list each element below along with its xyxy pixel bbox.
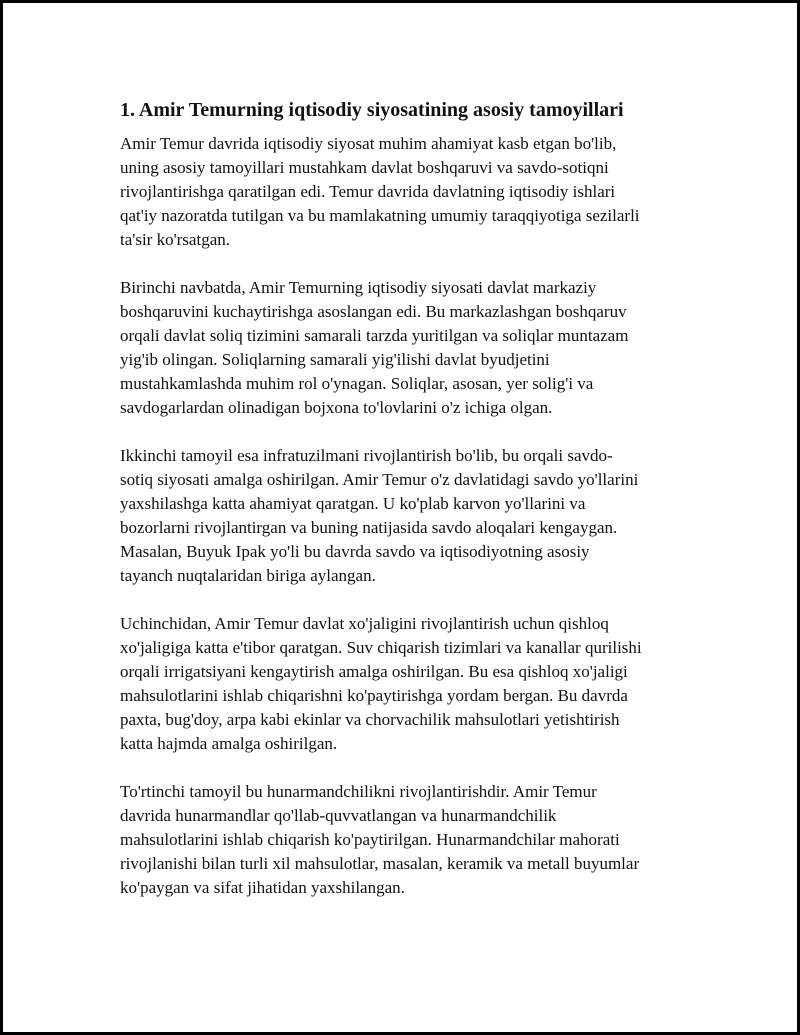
text-line: yig'ib olingan. Soliqlarning samarali yig'ilishi davlat byudjetini — [120, 350, 550, 369]
text-line: orqali irrigatsiyani kengaytirish amalga oshirilgan. Bu esa qishloq xo'jaligi — [120, 662, 628, 681]
text-line: tayanch nuqtalaridan biriga aylangan. — [120, 566, 376, 585]
document-body — [120, 97, 705, 924]
text-line: mustahkamlashda muhim rol o'ynagan. Soliqlar, asosan, yer solig'i va — [120, 374, 594, 393]
paragraph-intro — [120, 132, 705, 252]
text-line: paxta, bug'doy, arpa kabi ekinlar va chorvachilik mahsulotlari yetishtirish — [120, 710, 620, 729]
text-line: boshqaruvini kuchaytirishga asoslangan edi. Bu markazlashgan boshqaruv — [120, 302, 627, 321]
paragraph-fourth-principle — [120, 780, 705, 900]
text-line: katta hajmda amalga oshirilgan. — [120, 734, 338, 753]
section-heading: 1. Amir Temurning iqtisodiy siyosatining asosiy tamoyillari — [120, 99, 624, 121]
text-line: davrida hunarmandlar qo'llab-quvvatlangan va hunarmandchilik — [120, 806, 557, 825]
text-line: ko'paygan va sifat jihatidan yaxshilangan. — [120, 878, 405, 897]
text-line: Masalan, Buyuk Ipak yo'li bu davrda savdo va iqtisodiyotning asosiy — [120, 542, 590, 561]
paragraph-third-principle — [120, 612, 705, 756]
text-line: Ikkinchi tamoyil esa infratuzilmani rivojlantirish bo'lib, bu orqali savdo- — [120, 446, 613, 465]
text-line: uning asosiy tamoyillari mustahkam davlat boshqaruvi va savdo-sotiqni — [120, 158, 609, 177]
text-line: ta'sir ko'rsatgan. — [120, 230, 230, 249]
text-line: qat'iy nazoratda tutilgan va bu mamlakatning umumiy taraqqiyotiga sezilarli — [120, 206, 640, 225]
text-line: xo'jaligiga katta e'tibor qaratgan. Suv chiqarish tizimlari va kanallar qurilishi — [120, 638, 642, 657]
text-line: Amir Temur davrida iqtisodiy siyosat muhim ahamiyat kasb etgan bo'lib, — [120, 134, 617, 153]
paragraph-first-principle — [120, 276, 705, 420]
text-line: bozorlarni rivojlantirgan va buning natijasida savdo aloqalari kengaygan. — [120, 518, 618, 537]
text-line: Birinchi navbatda, Amir Temurning iqtisodiy siyosati davlat markaziy — [120, 278, 597, 297]
text-line: mahsulotlarini ishlab chiqarishni ko'paytirishga yordam bergan. Bu davrda — [120, 686, 628, 705]
text-line: yaxshilashga katta ahamiyat qaratgan. U ko'plab karvon yo'llarini va — [120, 494, 586, 513]
text-line: rivojlantirishga qaratilgan edi. Temur davrida davlatning iqtisodiy ishlari — [120, 182, 616, 201]
text-line: rivojlanishi bilan turli xil mahsulotlar, masalan, keramik va metall buyumlar — [120, 854, 640, 873]
text-line: sotiq siyosati amalga oshirilgan. Amir Temur o'z davlatidagi savdo yo'llarini — [120, 470, 639, 489]
text-line: Uchinchidan, Amir Temur davlat xo'jaligini rivojlantirish uchun qishloq — [120, 614, 609, 633]
text-line: orqali davlat soliq tizimini samarali tarzda yuritilgan va soliqlar muntazam — [120, 326, 629, 345]
text-line: mahsulotlarini ishlab chiqarish ko'paytirilgan. Hunarmandchilar mahorati — [120, 830, 620, 849]
paragraph-second-principle — [120, 444, 705, 588]
text-line: savdogarlardan olinadigan bojxona to'lovlarini o'z ichiga olgan. — [120, 398, 553, 417]
text-line: To'rtinchi tamoyil bu hunarmandchilikni rivojlantirishdir. Amir Temur — [120, 782, 597, 801]
